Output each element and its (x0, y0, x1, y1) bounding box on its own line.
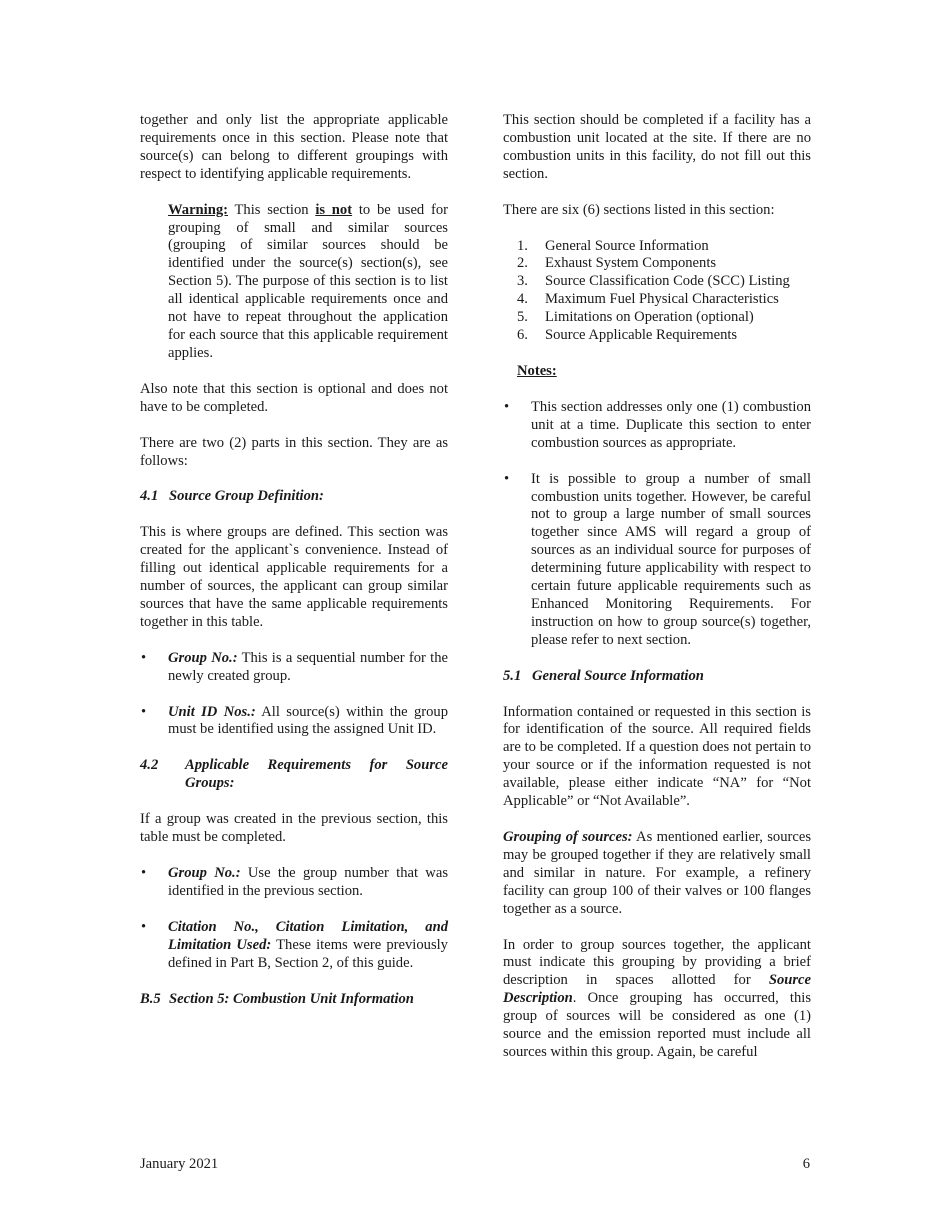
warning-emphasis: is not (315, 201, 353, 218)
bullet-icon: • (141, 865, 147, 881)
list-item: 3. Source Classification Code (SCC) Listing (517, 273, 790, 290)
page-number: 6 (802, 1156, 810, 1172)
paragraph: Information contained or requested in this section is for identification of the source. All required fields are to be completed. If a question does not pertain to your source or if the information requested is not available, please either indicate “NA” for “Not Applicable” or “Not Available”. (503, 703, 811, 810)
bullet-list (140, 650, 448, 740)
footer-date: January 2021 (140, 1156, 219, 1172)
paragraph: Also note that this section is optional and does not have to be completed. (140, 380, 448, 415)
section-heading-b-5: B.5 Section 5: Combustion Unit Information (140, 990, 414, 1007)
paragraph: together and only list the appropriate applicable requirements once in this section. Please note that source(s) can belong to different groupings with respect to identifying applicable requirements. (140, 112, 448, 182)
list-item: • Group No.: This is a sequential number for the newly created group. (141, 649, 449, 684)
list-item: 6. Source Applicable Requirements (517, 327, 738, 344)
section-heading-5-1: 5.1 General Source Information (503, 667, 704, 684)
grouping-paragraph: Grouping of sources: As mentioned earlier, sources may be grouped together if they are relatively small and similar in nature. For example, a refinery facility can group 100 of their valves or 100 flanges together as a source. (503, 829, 811, 917)
paragraph: If a group was created in the previous section, this table must be completed. (140, 811, 448, 846)
list-item: • Citation No., Citation Limitation, and Limitation Used: These items were previously defined in Part B, Section 2, of this guide. (141, 918, 448, 971)
bullet-list (140, 865, 448, 973)
paragraph: There are two (2) parts in this section. They are as follows: (140, 434, 448, 469)
bullet-icon: • (504, 398, 510, 415)
right-column (503, 112, 811, 1080)
bullet-icon: • (141, 649, 147, 666)
list-item: • Group No.: Use the group number that was identified in the previous section. (141, 865, 449, 899)
notes-heading: Notes: (517, 362, 557, 379)
numbered-list (503, 238, 811, 345)
bullet-icon: • (141, 918, 147, 935)
section-heading-4-2: 4.2 Applicable Requirements for Source Groups: (140, 757, 448, 792)
list-item: 2. Exhaust System Components (517, 255, 717, 272)
paragraph: This is where groups are defined. This section was created for the applicant`s convenience. Instead of filling out identical applicable requirements for a number of sources, the applicant can group similar sources that have the same applicable requirements together in this table. (140, 524, 448, 630)
list-item: 1. General Source Information (517, 237, 709, 254)
bullet-icon: • (504, 470, 510, 487)
list-item: • It is possible to group a number of small combustion units together. However, be careful not to group a large number of small sources together since AMS will regard a group of sources as an individual source for purposes of determining future applicability with respect to certain future applicable requirements such as Enhanced Monitoring Requirements. For instruction on how to group source(s) together, please refer to next section. (504, 470, 811, 648)
list-item: 4. Maximum Fuel Physical Characteristics (517, 291, 779, 308)
paragraph: There are six (6) sections listed in this section: (503, 201, 775, 218)
list-item: • This section addresses only one (1) combustion unit at a time. Duplicate this section to enter combustion sources as appropriate. (504, 398, 811, 451)
bullet-icon: • (141, 703, 147, 720)
list-item: 5. Limitations on Operation (optional) (517, 309, 754, 326)
warning-label: Warning: (168, 201, 229, 218)
list-item: • Unit ID Nos.: All source(s) within the group must be identified using the assigned Unit ID. (141, 703, 448, 738)
warning-paragraph: Warning: This section is not to be used for grouping of small and similar sources (grouping of similar sources should be identified under the source(s) section(s), see Section 5). The purpose of this section is to list all identical applicable requirements once and not have to repeat throughout the application for each source that this applicable requirement applies. (168, 201, 448, 361)
section-heading-4-1: 4.1 Source Group Definition: (140, 488, 324, 505)
left-column (140, 112, 448, 1026)
notes-list (503, 399, 811, 650)
paragraph: In order to group sources together, the applicant must indicate this grouping by providing a brief description in spaces allotted for Source Description. Once grouping has occurred, this group of sources will be considered as one (1) source and the emission reported must include all sources within this group. Again, be careful (503, 936, 811, 1060)
paragraph: This section should be completed if a facility has a combustion unit located at the site. If there are no combustion units in this facility, do not fill out this section. (503, 112, 811, 182)
